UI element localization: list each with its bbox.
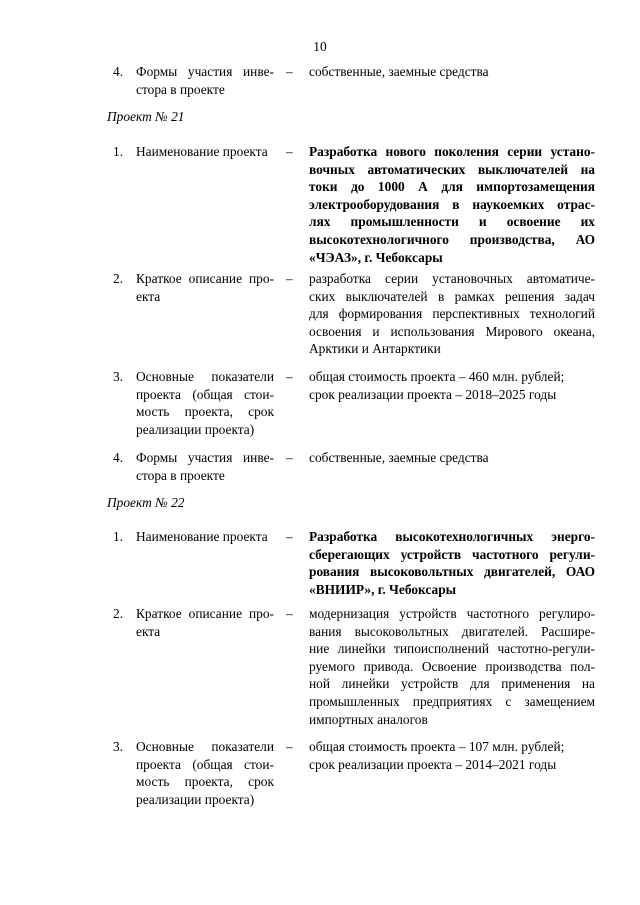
row-label: Наименование проекта [136,144,268,159]
project-title: Разработка нового поколения серии устано- вочных автоматических выключателей на токи до 1000 А для импортозамещения электрооборудования в наукоемких отрас- лях промышленности и освоение их высокотехнологичного производства, АО «ЧЭАЗ», г. Чебоксары [309,144,595,265]
row-value: разработка серии установочных автоматиче- ских выключателей в рамках решения задач для формирования перспективных технологий освоения и использования Мирового океана, Арктики и Антарктики [309,271,595,357]
row-number: 3. [113,369,124,384]
row-number: 2. [113,606,124,621]
row-dash: – [286,739,293,754]
row-dash: – [286,64,293,79]
project-title: Разработка высокотехнологичных энерго- сберегающих устройств частотного регули- рования высоковольтных двигателей, ОАО «ВНИИР», г. Чебоксары [309,529,595,597]
row-value: общая стоимость проекта – 460 млн. рублей; срок реализации проекта – 2018–2025 годы [309,369,565,402]
row-label: Краткое описание про- екта [136,606,274,639]
row-number: 1. [113,529,124,544]
row-number: 1. [113,144,124,159]
row-label: Краткое описание про- екта [136,271,274,304]
project-heading: Проект № 22 [107,495,185,510]
row-number: 4. [113,450,124,465]
row-number: 4. [113,64,124,79]
row-dash: – [286,529,293,544]
row-label: Формы участия инве- стора в проекте [136,64,274,97]
row-dash: – [286,369,293,384]
row-label: Формы участия инве- стора в проекте [136,450,274,483]
row-dash: – [286,271,293,286]
row-dash: – [286,450,293,465]
row-label: Наименование проекта [136,529,268,544]
project-heading: Проект № 21 [107,109,185,124]
row-dash: – [286,144,293,159]
row-value: общая стоимость проекта – 107 млн. рублей; срок реализации проекта – 2014–2021 годы [309,739,565,772]
row-value: собственные, заемные средства [309,450,489,465]
row-number: 2. [113,271,124,286]
row-number: 3. [113,739,124,754]
page-number: 10 [313,39,327,54]
row-value: собственные, заемные средства [309,64,489,79]
row-dash: – [286,606,293,621]
row-label: Основные показатели проекта (общая стои- мость проекта, срок реализации проекта) [136,369,274,437]
row-value: модернизация устройств частотного регулиро- вания высоковольтных двигателей. Расшире- ние линейки типоисполнений частотно-регули- руемого привода. Освоение производства пол- ной линейки устройств для применения на промышленных предприятиях с замещением импортных аналогов [309,606,595,727]
row-label: Основные показатели проекта (общая стои- мость проекта, срок реализации проекта) [136,739,274,807]
